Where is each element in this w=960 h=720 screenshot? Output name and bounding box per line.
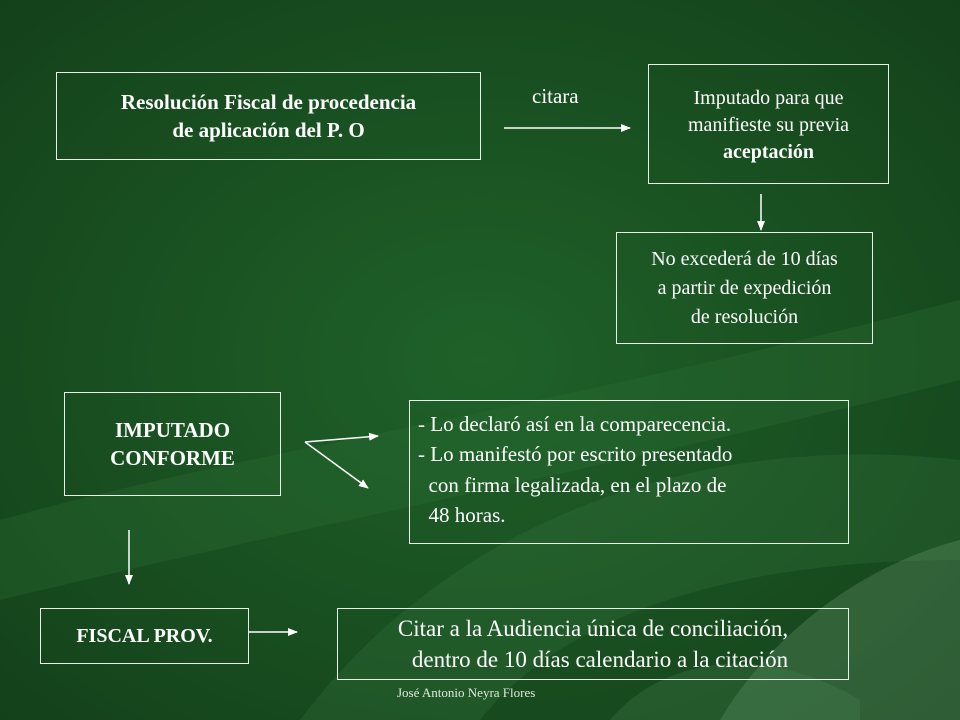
declaro-line-4: 48 horas. bbox=[418, 503, 506, 528]
resolucion-line-1: Resolución Fiscal de procedencia bbox=[120, 89, 417, 114]
imputado-conforme-box bbox=[64, 392, 281, 496]
footer-author: José Antonio Neyra Flores bbox=[397, 685, 536, 700]
fiscal-prov-box bbox=[40, 608, 249, 664]
declaro-line-1: - Lo declaró así en la comparecencia. bbox=[418, 412, 732, 436]
no-excedera-line-1: No excederá de 10 días bbox=[651, 247, 838, 270]
declaro-box bbox=[409, 400, 849, 544]
declaro-line-2: - Lo manifestó por escrito presentado bbox=[418, 442, 733, 467]
citar-box bbox=[337, 608, 849, 680]
imputado-para-line-3: aceptación bbox=[722, 140, 815, 163]
imputado-para-box bbox=[648, 64, 889, 184]
citar-line-2: dentro de 10 días calendario a la citación bbox=[411, 647, 789, 672]
imputado-conforme-line-1: IMPUTADO bbox=[114, 417, 231, 442]
imputado-para-line-2: manifieste su previa bbox=[687, 113, 850, 136]
declaro-line-3: con firma legalizada, en el plazo de bbox=[418, 472, 727, 497]
no-excedera-line-2: a partir de expedición bbox=[657, 276, 832, 299]
citar-line-1: Citar a la Audiencia única de conciliación, bbox=[397, 615, 789, 641]
resolucion-box bbox=[56, 72, 481, 160]
citara-label: citara bbox=[532, 84, 579, 108]
no-excedera-box bbox=[616, 232, 873, 344]
imputado-para-line-1: Imputado para que bbox=[693, 86, 844, 109]
imputado-conforme-line-2: CONFORME bbox=[110, 446, 235, 470]
fiscal-prov-label: FISCAL PROV. bbox=[76, 624, 213, 647]
resolucion-line-2: de aplicación del P. O bbox=[172, 118, 365, 142]
no-excedera-line-3: de resolución bbox=[690, 305, 799, 328]
